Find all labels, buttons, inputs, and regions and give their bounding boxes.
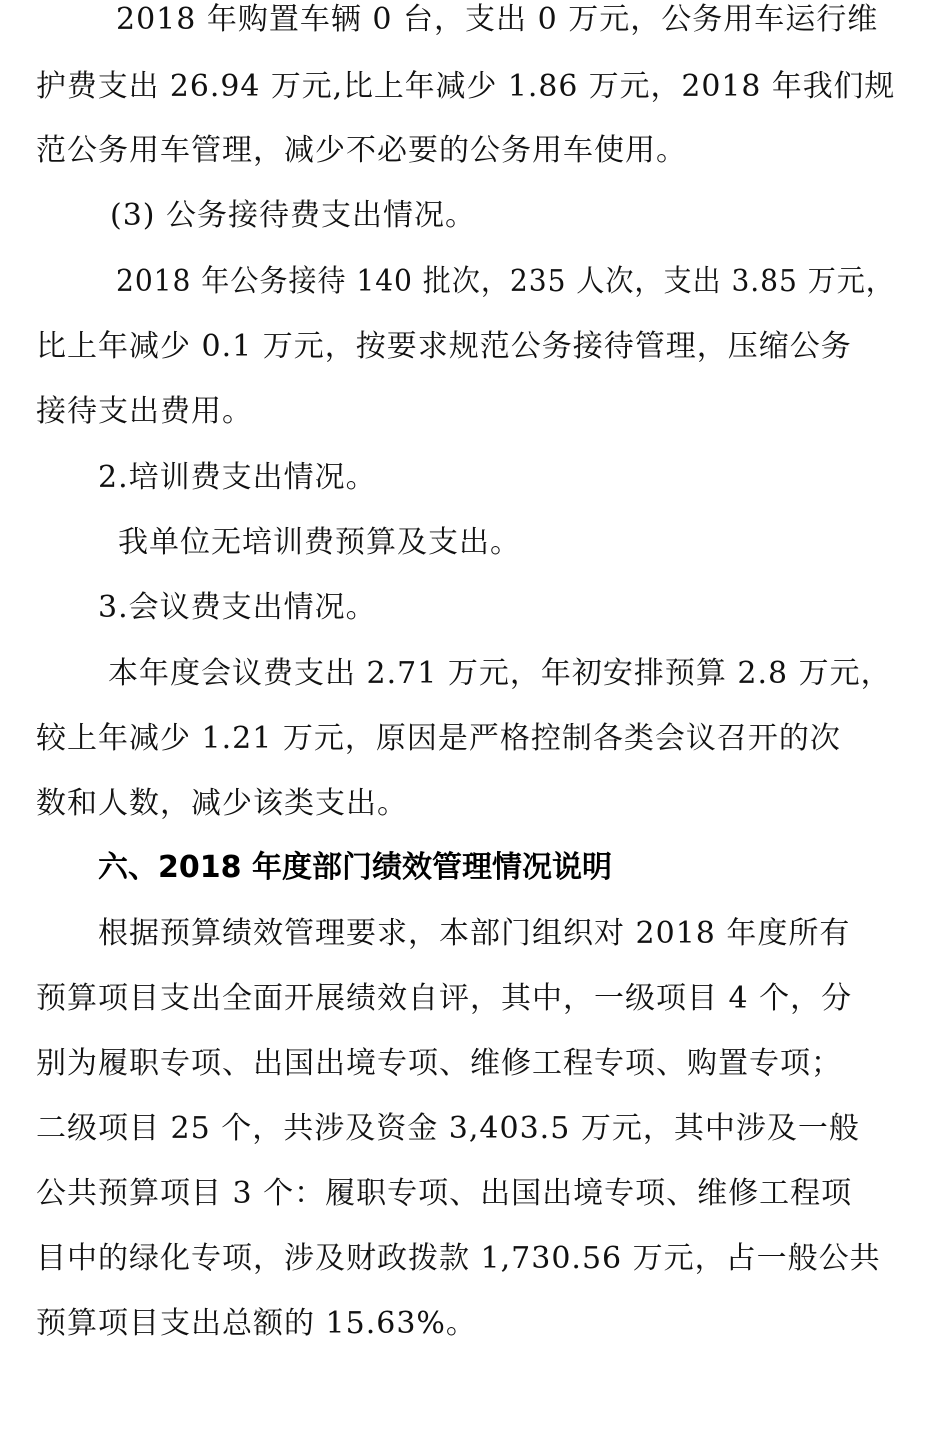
text-line: 预算项目支出总额的 15.63%。 [36,1306,477,1341]
text-line: 公共预算项目 3 个：履职专项、出国出境专项、维修工程项 [36,1176,853,1211]
text-line: 根据预算绩效管理要求，本部门组织对 2018 年度所有 [98,916,851,951]
text-line: 别为履职专项、出国出境专项、维修工程专项、购置专项； [36,1046,842,1081]
text-line: 本年度会议费支出 2.71 万元，年初安排预算 2.8 万元， [108,656,892,691]
text-line: 2018 年购置车辆 0 台，支出 0 万元，公务用车运行维 [116,2,879,37]
text-line: 我单位无培训费预算及支出。 [118,525,521,560]
text-line: 3.会议费支出情况。 [98,590,377,625]
section-title: 六、2018 年度部门绩效管理情况说明 [98,850,612,885]
text-line: 二级项目 25 个，共涉及资金 3,403.5 万元，其中涉及一般 [36,1111,860,1146]
text-line: 范公务用车管理，减少不必要的公务用车使用。 [36,133,687,168]
text-line: 预算项目支出全面开展绩效自评，其中，一级项目 4 个，分 [36,981,853,1016]
text-line: 2018 年公务接待 140 批次，235 人次，支出 3.85 万元， [116,264,895,299]
text-line: (3) 公务接待费支出情况。 [110,198,477,233]
text-line: 目中的绿化专项，涉及财政拨款 1,730.56 万元，占一般公共 [36,1241,881,1276]
text-line: 数和人数，减少该类支出。 [36,786,408,821]
text-line: 接待支出费用。 [36,394,253,429]
text-line: 2.培训费支出情况。 [98,460,377,495]
text-line: 较上年减少 1.21 万元，原因是严格控制各类会议召开的次 [36,721,841,756]
text-line: 护费支出 26.94 万元,比上年减少 1.86 万元，2018 年我们规 [36,69,896,104]
text-line: 比上年减少 0.1 万元，按要求规范公务接待管理，压缩公务 [36,329,852,364]
